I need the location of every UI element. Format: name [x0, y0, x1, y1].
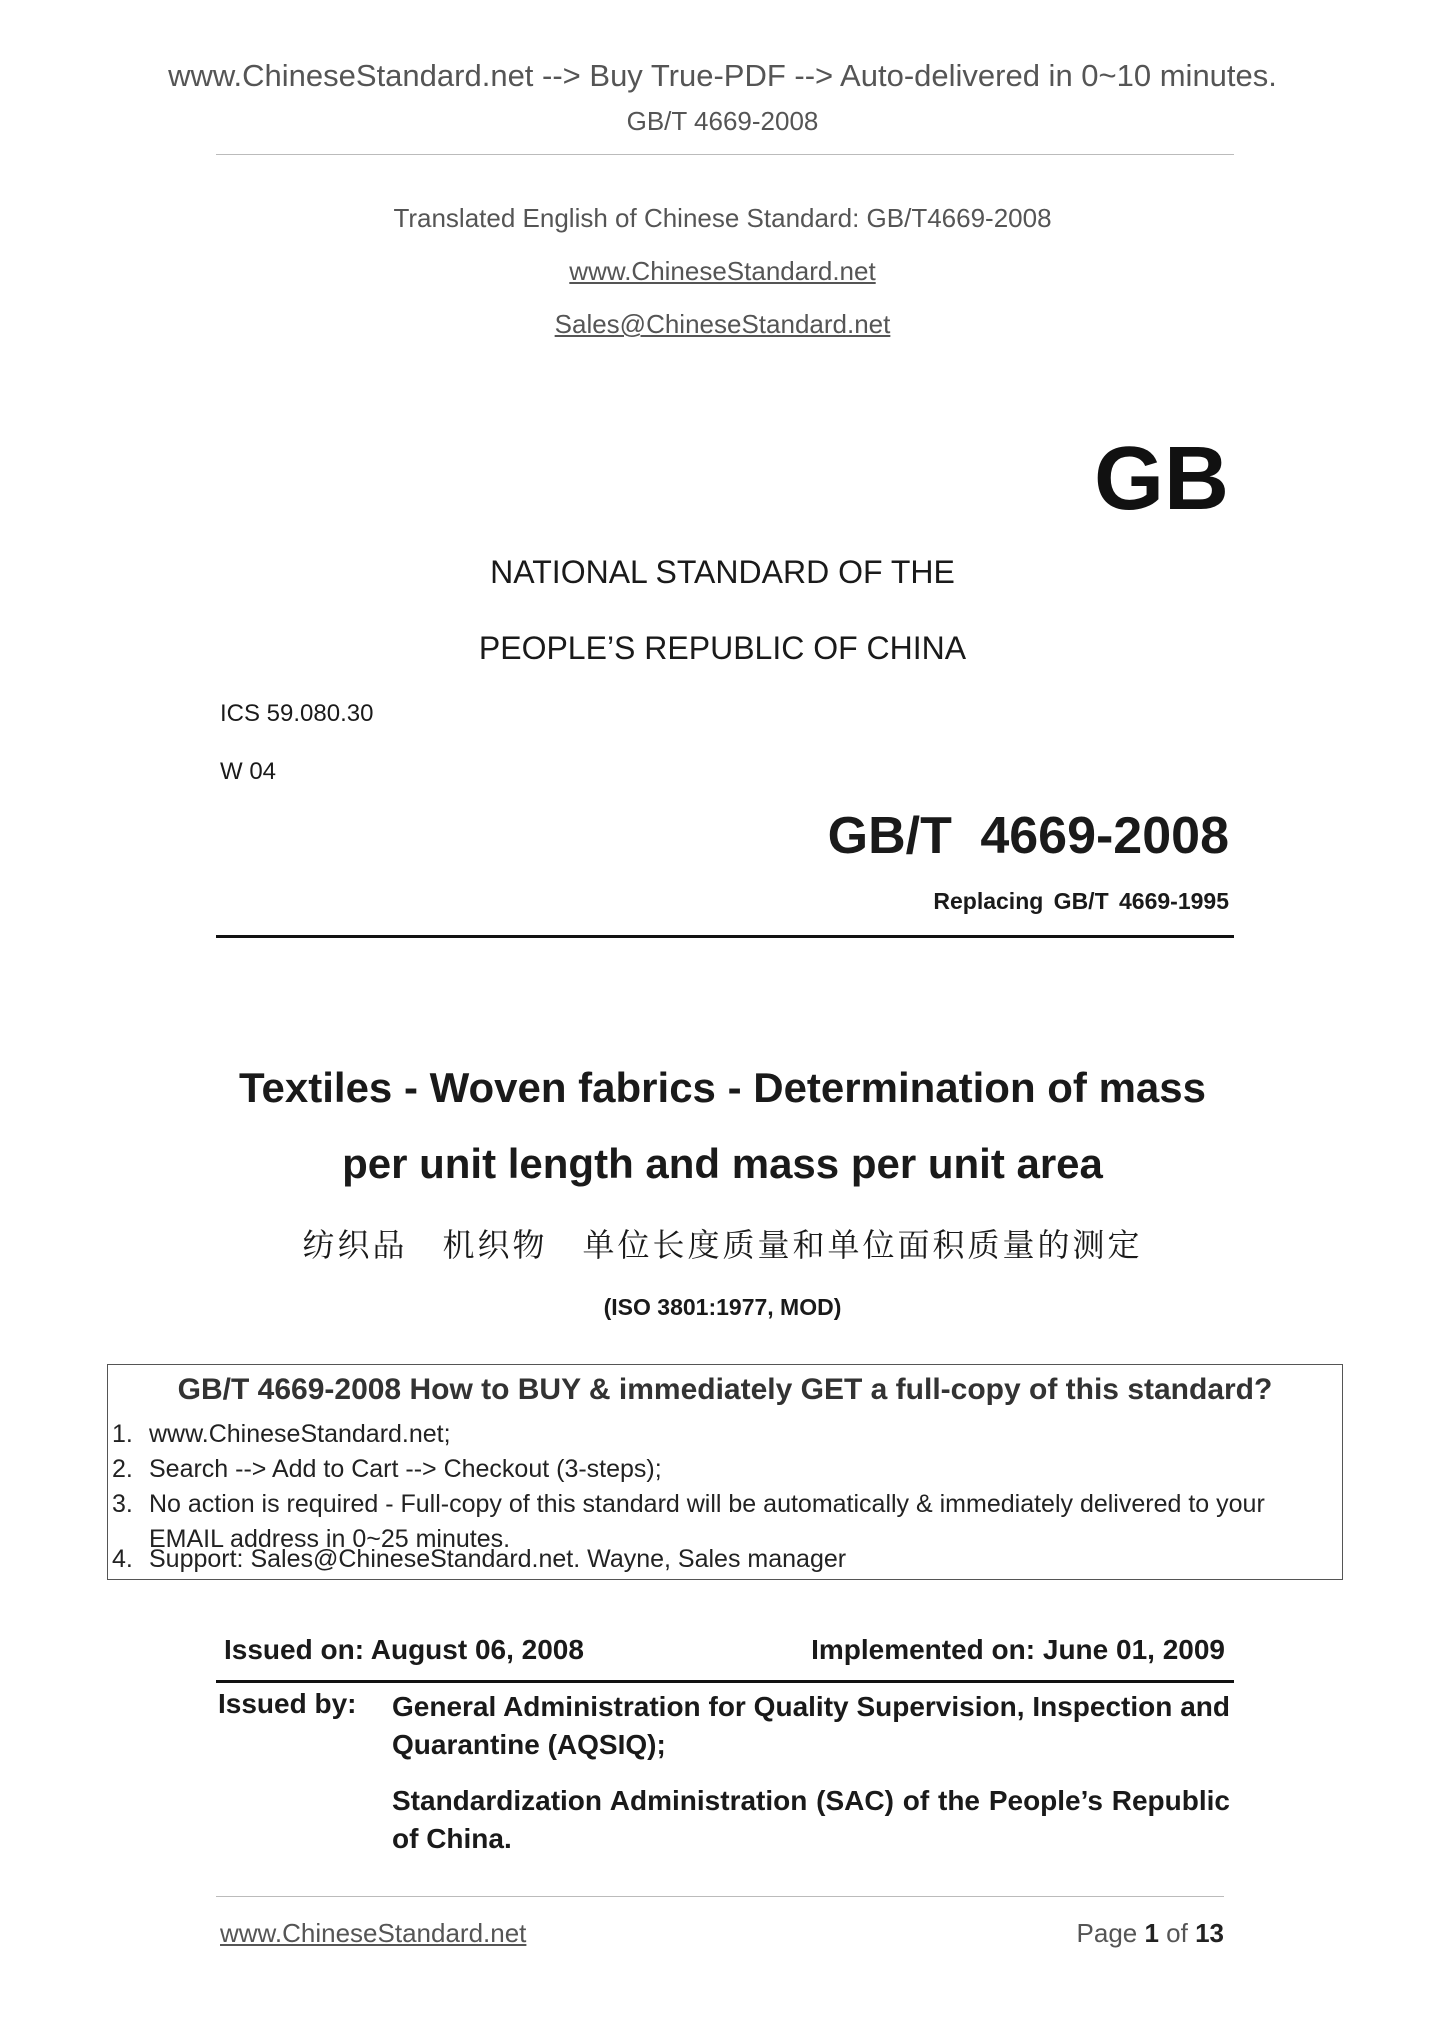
iso-reference: (ISO 3801:1977, MOD)	[603, 1294, 842, 1320]
page-of: of	[1158, 1918, 1196, 1948]
national-standard-line-2: PEOPLE’S REPUBLIC OF CHINA	[478, 630, 967, 666]
standard-code-title: GB/T 4669-2008	[827, 807, 1229, 865]
ics-code: ICS 59.080.30	[220, 700, 374, 727]
buy-instructions-box	[107, 1364, 1343, 1580]
document-title-line-1: Textiles - Woven fabrics - Determination of mass	[238, 1064, 1207, 1111]
buy-step-1	[112, 1417, 451, 1452]
implemented-on-date: Implemented on: June 01, 2009	[811, 1634, 1225, 1665]
issuer-sac: Standardization Administration (SAC) of the People’s Republic of China.	[392, 1785, 1230, 1854]
issuer-aqsiq: General Administration for Quality Supervision, Inspection and Quarantine (AQSIQ);	[392, 1691, 1230, 1760]
site-link-wrapper	[0, 256, 1445, 287]
buy-step-number: 3.	[112, 1490, 133, 1518]
issued-on-date: Issued on: August 06, 2008	[224, 1634, 584, 1665]
buy-box-title: GB/T 4669-2008 How to BUY & immediately GET a full-copy of this standard?	[177, 1373, 1273, 1406]
header-standard-code: GB/T 4669-2008	[626, 106, 819, 136]
buy-step-text: Search --> Add to Cart --> Checkout (3-steps);	[149, 1455, 662, 1483]
buy-step-3	[112, 1487, 1265, 1553]
buy-step-4	[112, 1542, 847, 1577]
page-total: 13	[1195, 1918, 1224, 1948]
issued-by-label: Issued by:	[218, 1688, 357, 1719]
footer-divider	[216, 1896, 1224, 1897]
buy-step-text: www.ChineseStandard.net;	[149, 1420, 451, 1448]
w-classification-code: W 04	[220, 758, 277, 785]
gb-logo-mark: GB	[1094, 429, 1229, 529]
buy-step-number: 2.	[112, 1455, 133, 1483]
national-standard-line-1: NATIONAL STANDARD OF THE	[490, 554, 955, 590]
header-divider	[216, 154, 1234, 155]
footer-site-link[interactable]: www.ChineseStandard.net	[220, 1918, 527, 1948]
buy-step-text: No action is required - Full-copy of this standard will be automatically & immediately delivered to your EMAIL address in 0~25 minutes.	[149, 1490, 1265, 1553]
translation-note: Translated English of Chinese Standard: GB/T4669-2008	[393, 203, 1052, 233]
buy-step-2	[112, 1452, 662, 1487]
header-promo-line: www.ChineseStandard.net --> Buy True-PDF --> Auto-delivered in 0~10 minutes.	[168, 58, 1277, 93]
page-number: 1	[1144, 1918, 1159, 1948]
buy-step-text: Support: Sales@ChineseStandard.net. Wayne, Sales manager	[149, 1545, 847, 1573]
buy-step-number: 4.	[112, 1545, 133, 1573]
page-indicator	[1077, 1918, 1224, 1949]
footer-site-wrapper	[220, 1918, 526, 1949]
sales-email-link[interactable]: Sales@ChineseStandard.net	[554, 309, 891, 339]
replacing-note: Replacing GB/T 4669-1995	[933, 888, 1229, 914]
page-prefix: Page	[1076, 1918, 1145, 1948]
site-link[interactable]: www.ChineseStandard.net	[569, 256, 876, 286]
buy-step-number: 1.	[112, 1420, 133, 1448]
title-divider	[216, 935, 1234, 938]
dates-divider	[216, 1680, 1234, 1683]
document-title-chinese: 纺织品 机织物 单位长度质量和单位面积质量的测定	[302, 1226, 1143, 1264]
document-title-line-2: per unit length and mass per unit area	[342, 1140, 1103, 1187]
sales-email-wrapper	[0, 309, 1445, 340]
